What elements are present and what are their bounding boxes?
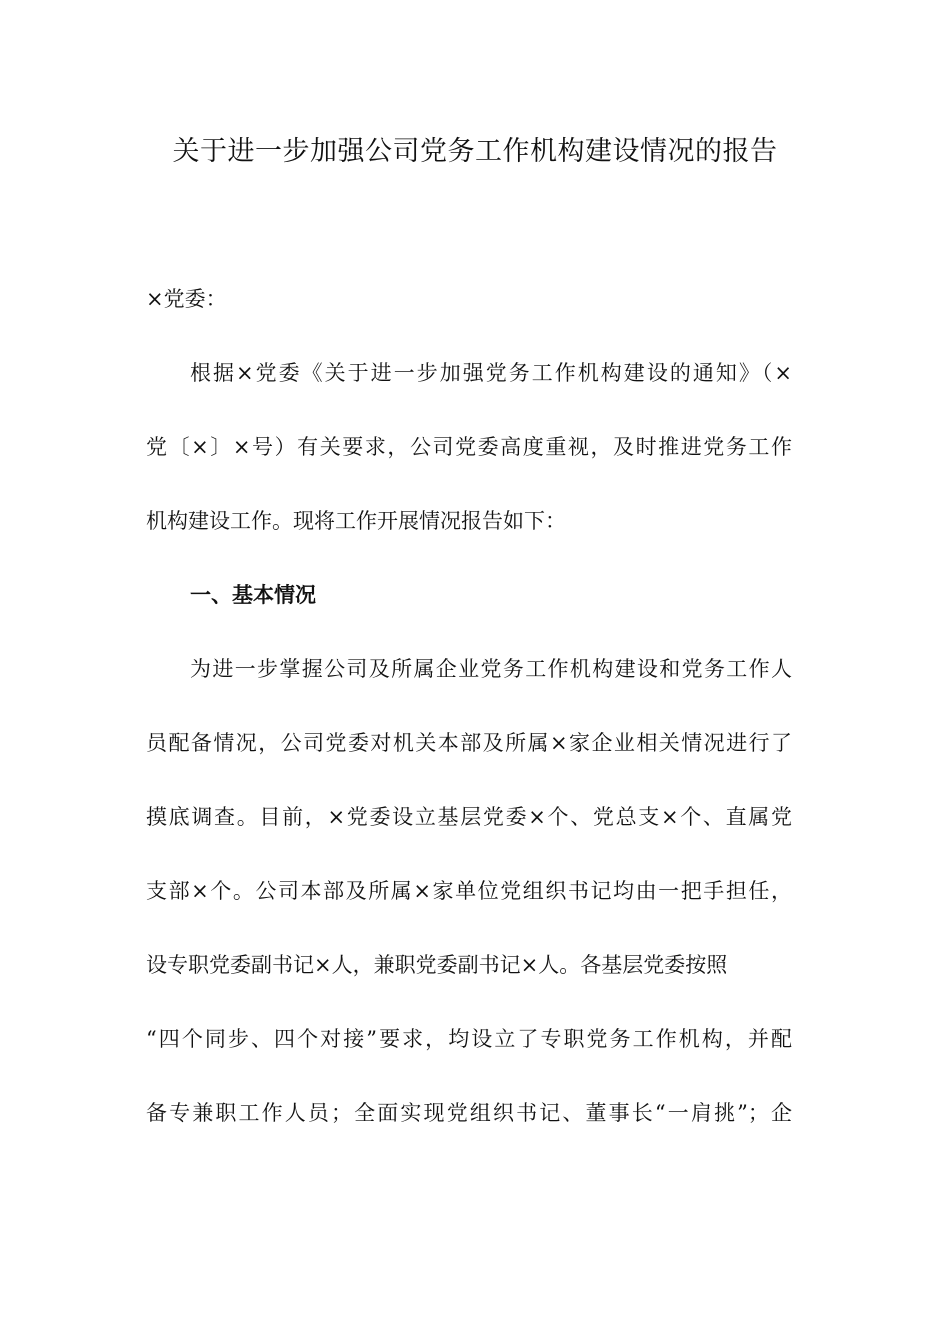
paragraph1-line-1: 根据×党委《关于进一步加强党务工作机构建设的通知》（×	[190, 361, 792, 385]
paragraph2-line-1: 为进一步掌握公司及所属企业党务工作机构建设和党务工作人	[190, 657, 792, 681]
paragraph2-line-3: 摸底调查。目前，×党委设立基层党委×个、党总支×个、直属党	[146, 805, 792, 829]
paragraph2-line-4: 支部×个。公司本部及所属×家单位党组织书记均由一把手担任，	[146, 879, 792, 903]
section1-heading: 一、基本情况	[190, 583, 316, 607]
paragraph2-line-6: “四个同步、四个对接”要求，均设立了专职党务工作机构，并配	[146, 1027, 792, 1051]
paragraph2-line-2: 员配备情况，公司党委对机关本部及所属×家企业相关情况进行了	[146, 731, 792, 755]
paragraph2-line-5: 设专职党委副书记×人，兼职党委副书记×人。各基层党委按照	[146, 953, 728, 977]
document-body	[146, 262, 792, 1150]
paragraph2-line-7: 备专兼职工作人员；全面实现党组织书记、董事长“一肩挑”；企	[146, 1101, 792, 1125]
paragraph1-line-3: 机构建设工作。现将工作开展情况报告如下：	[146, 509, 566, 533]
paragraph1-line-2: 党〔×〕×号）有关要求，公司党委高度重视，及时推进党务工作	[146, 435, 792, 459]
document-title: 关于进一步加强公司党务工作机构建设情况的报告	[172, 136, 778, 167]
salutation: ×党委：	[146, 287, 227, 311]
